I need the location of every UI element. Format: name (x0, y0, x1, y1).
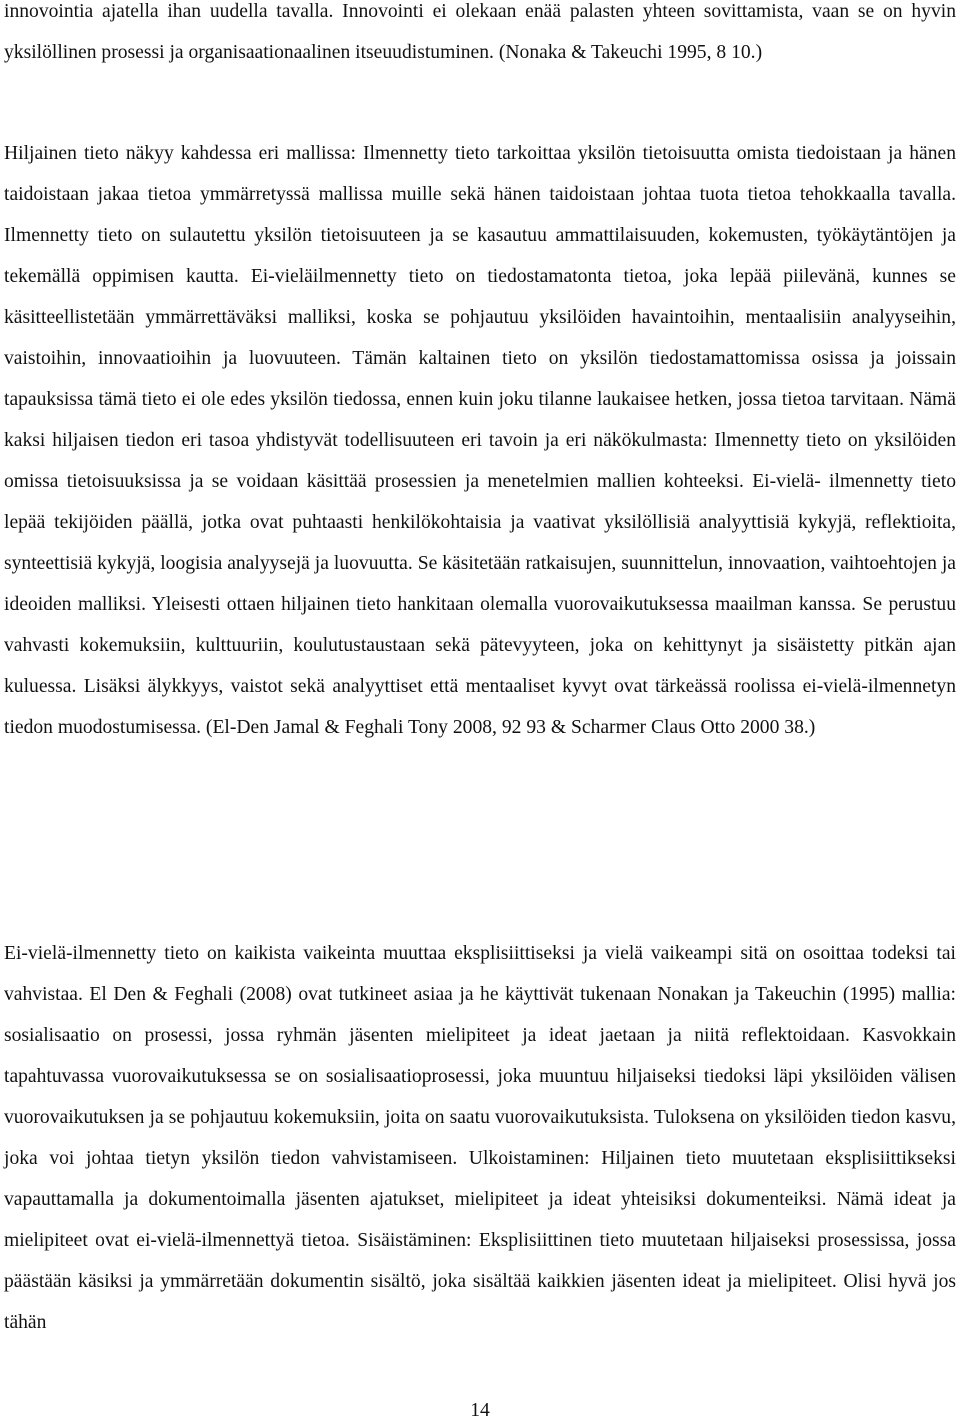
paragraph-not-yet-embodied-knowledge: Ei-vielä-ilmennetty tieto on kaikista vaikeinta muuttaa eksplisiittiseksi ja vielä vaikeampi sitä on osoittaa todeksi tai vahvistaa. El Den & Feghali (2008) ovat tutkineet asiaa ja he käyttivät tukenaan Nonakan ja Takeuchin (1995) mallia: sosialisaatio on prosessi, jossa ryhmän jäsenten mielipiteet ja ideat jaetaan ja niitä reflektoidaan. Kasvokkain tapahtuvassa vuorovaikutuksessa se on sosialisaatioprosessi, joka muuntuu hiljaiseksi tiedoksi läpi yksilöiden välisen vuorovaikutuksen ja se pohjautuu kokemuksiin, joita on saatu vuorovaikutuksista. Tuloksena on yksilöiden tiedon kasvu, joka voi johtaa tietyn yksilön tiedon vahvistamiseen. Ulkoistaminen: Hiljainen tieto muutetaan eksplisiittikseksi vapauttamalla ja dokumentoimalla jäsenten ajatukset, mielipiteet ja ideat yhteisiksi dokumenteiksi. Nämä ideat ja mielipiteet ovat ei-vielä-ilmennettyä tietoa. Sisäistäminen: Eksplisiittinen tieto muutetaan hiljaiseksi prosessissa, jossa päästään käsiksi ja ymmärretään dokumentin sisältö, joka sisältää kaikkien jäsenten ideat ja mielipiteet. Olisi hyvä jos tähän (4, 943, 956, 1333)
page-number: 14 (470, 1400, 490, 1421)
paragraph-tacit-knowledge-models: Hiljainen tieto näkyy kahdessa eri mallissa: Ilmennetty tieto tarkoittaa yksilön tietoisuutta omista tiedoistaan ja hänen taidoistaan jakaa tietoa ymmärretyssä mallissa muille sekä hänen taidoistaan johtaa tuota tietoa tehokkaalla tavalla. Ilmennetty tieto on sulautettu yksilön tietoisuuteen ja se kasautuu ammattilaisuuden, kokemusten, työkäytäntöjen ja tekemällä oppimisen kautta. Ei-vieläilmennetty tieto on tiedostamatonta tietoa, joka lepää piilevänä, kunnes se käsitteellistetään ymmärrettäväksi malliksi, koska se pohjautuu yksilöiden havaintoihin, mentaalisiin analyyseihin, vaistoihin, innovaatioihin ja luovuuteen. Tämän kaltainen tieto on yksilön tiedostamattomissa osissa ja joissain tapauksissa tämä tieto ei ole edes yksilön tiedossa, ennen kuin joku tilanne laukaisee hetken, jossa tietoa tarvitaan. Nämä kaksi hiljaisen tiedon eri tasoa yhdistyvät todellisuuteen eri tavoin ja eri näkökulmasta: Ilmennetty tieto on yksilöiden omissa tietoisuuksissa ja se voidaan käsittää prosessien ja menetelmien mallien kohteeksi. Ei-vielä- ilmennetty tieto lepää tekijöiden päällä, jotka ovat puhtaasti henkilökohtaisia ja vaativat yksilöllisiä analyyttisiä kykyjä, reflektioita, synteettisiä kykyjä, loogisia analyysejä ja luovuutta. Se käsitetään ratkaisujen, suunnittelun, innovaation, vaihtoehtojen ja ideoiden malliksi. Yleisesti ottaen hiljainen tieto hankitaan olemalla vuorovaikutuksessa maailman kanssa. Se perustuu vahvasti kokemuksiin, kulttuuriin, koulutustaustaan sekä pätevyyteen, joka on kehittynyt ja sisäistetty pitkän ajan kuluessa. Lisäksi älykkyys, vaistot sekä analyyttiset että mentaaliset kyvyt ovat tärkeässä roolissa ei-vielä-ilmennetyn tiedon muodostumisessa. (El-Den Jamal & Feghali Tony 2008, 92 93 & Scharmer Claus Otto 2000 38.) (4, 143, 956, 738)
paragraph-innovation-continuation: innovointia ajatella ihan uudella tavalla. Innovointi ei olekaan enää palasten yhteen sovittamista, vaan se on hyvin yksilöllinen prosessi ja organisaationaalinen itseuudistuminen. (Nonaka & Takeuchi 1995, 8 10.) (4, 1, 956, 63)
